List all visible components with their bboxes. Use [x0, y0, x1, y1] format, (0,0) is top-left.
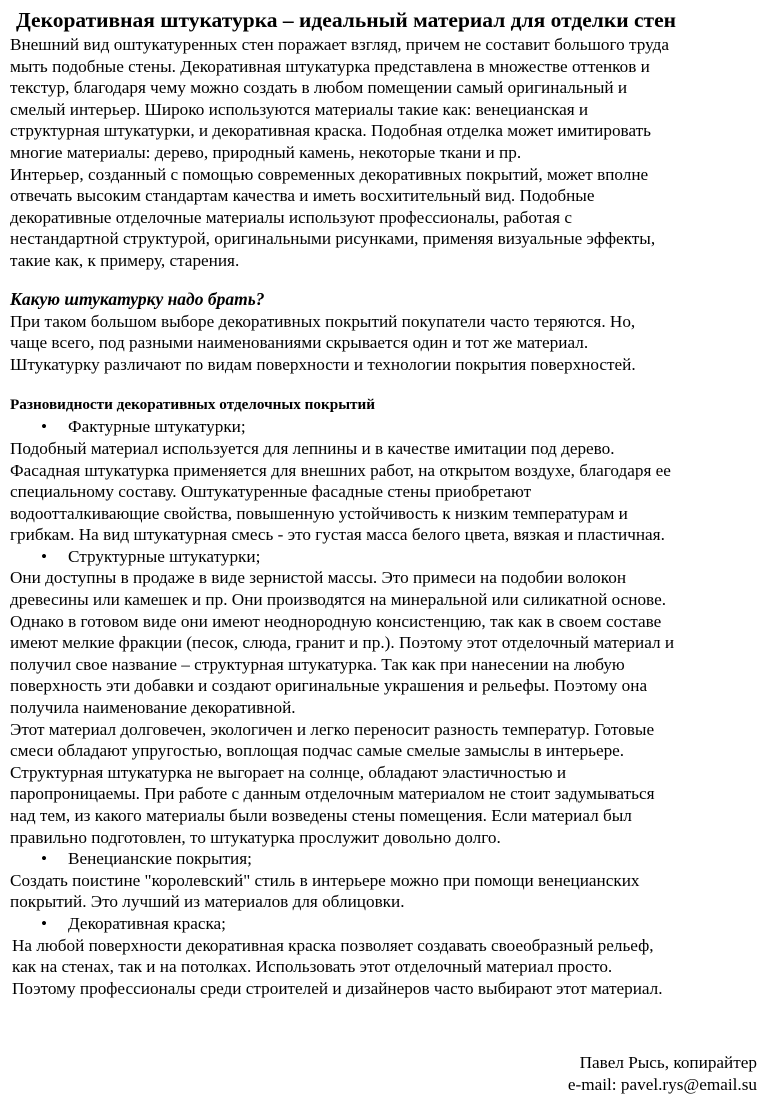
bullet-item	[10, 546, 757, 568]
text-line: смелый интерьер. Широко используются материалы такие как: венецианская и	[10, 99, 589, 119]
text-line: Поэтому профессионалы среди строителей и дизайнеров часто выбирают этот материал.	[12, 978, 663, 998]
page-title: Декоративная штукатурка – идеальный материал для отделки стен	[16, 8, 677, 32]
text-line: паропроницаемы. При работе с данным отделочным материалом не стоит задумываться	[10, 784, 655, 804]
bullet-dot-icon: •	[41, 546, 48, 566]
signature-author: Павел Рысь, копирайтер	[579, 1053, 757, 1072]
text-line: специальному составу. Оштукатуренные фасадные стены приобретают	[10, 482, 532, 502]
bullet-label: Структурные штукатурки;	[68, 546, 261, 566]
text-line: получила наименование декоративной.	[10, 698, 296, 718]
text-line: Фасадная штукатурка применяется для внешних работ, на открытом воздухе, благодаря ее	[10, 460, 671, 480]
text-line: смеси обладают упругостью, воплощая подчас самые смелые замыслы в интерьере.	[10, 741, 625, 761]
spacer	[10, 272, 757, 287]
text-line: древесины или камешек и пр. Они производятся на минеральной или силикатной основе.	[10, 590, 666, 610]
text-line: мыть подобные стены. Декоративная штукатурка представлена в множестве оттенков и	[10, 56, 650, 76]
text-line: Этот материал долговечен, экологичен и легко переносит разность температур. Готовые	[10, 719, 655, 739]
text-line: структурная штукатурки, и декоративная краска. Подобная отделка может имитировать	[10, 121, 651, 141]
text-line: Они доступны в продаже в виде зернистой массы. Это примеси на подобии волокон	[10, 568, 627, 588]
text-line: покрытий. Это лучший из материалов для облицовки.	[10, 892, 405, 912]
text-line: грибкам. На вид штукатурная смесь - это густая масса белого цвета, вязкая и пластичная.	[10, 525, 665, 545]
bullet-item	[10, 913, 757, 935]
bullet-item	[10, 416, 757, 438]
section-heading-choice: Какую штукатурку надо брать?	[10, 288, 265, 309]
text-line: Внешний вид оштукатуренных стен поражает взгляд, причем не составит большого труда	[10, 35, 669, 54]
intro-text	[10, 34, 757, 272]
spacer	[10, 375, 757, 395]
text-line: имеют мелкие фракции (песок, слюда, гранит и пр.). Поэтому этот отделочный материал и	[10, 633, 675, 653]
bullet-label: Декоративная краска;	[68, 913, 226, 933]
text-line: Однако в готовом виде они имеют неоднородную консистенцию, так как в своем составе	[10, 611, 662, 631]
text-line: Подобный материал используется для лепнины и в качестве имитации под дерево.	[10, 438, 615, 458]
text-line: такие как, к примеру, старения.	[10, 250, 240, 270]
text-line: чаще всего, под разными наименованиями скрывается один и тот же материал.	[10, 333, 589, 353]
bullet-label: Венецианские покрытия;	[68, 849, 252, 869]
text-line: над тем, из какого материалы были возведены стены помещения. Если материал был	[10, 806, 632, 825]
text-line: текстур, благодаря чему можно создать в любом помещении самый оригинальный и	[10, 78, 628, 98]
bullet-dot-icon: •	[41, 849, 48, 869]
section-heading-types: Разновидности декоративных отделочных покрытий	[10, 396, 376, 414]
bullet-label: Фактурные штукатурки;	[68, 417, 246, 437]
text-line: На любой поверхности декоративная краска позволяет создавать своеобразный рельеф,	[12, 935, 654, 955]
text-line: Создать поистине "королевский" стиль в интерьере можно при помощи венецианских	[10, 870, 640, 890]
bullet-item	[10, 848, 757, 870]
signature	[568, 1052, 757, 1095]
text-line: нестандартной структурой, оригинальными рисунками, применяя визуальные эффекты,	[10, 229, 656, 249]
text-line: получил свое название – структурная штукатурка. Так как при нанесении на любую	[10, 654, 625, 674]
signature-email: e-mail: pavel.rys@email.su	[567, 1074, 757, 1094]
bullet-dot-icon: •	[41, 913, 48, 933]
text-line: поверхность эти добавки и создают оригинальные украшения и рельефы. Поэтому она	[10, 676, 648, 696]
section-types-list	[10, 416, 757, 999]
text-line: отвечать высоким стандартам качества и иметь восхитительный вид. Подобные	[10, 186, 595, 206]
text-line: Интерьер, созданный с помощью современных декоративных покрытий, может вполне	[10, 164, 649, 184]
text-line: водоотталкивающие свойства, повышенную устойчивость к низким температурам и	[10, 503, 628, 523]
text-line: Структурная штукатурка не выгорает на солнце, обладают эластичностью и	[10, 762, 567, 782]
section-choice-text	[10, 311, 757, 376]
text-line: правильно подготовлен, то штукатурка прослужит довольно долго.	[10, 827, 501, 847]
text-line: Штукатурку различают по видам поверхности и технологии покрытия поверхностей.	[10, 354, 636, 374]
text-line: многие материалы: дерево, природный камень, некоторые ткани и пр.	[10, 142, 522, 162]
text-line: При таком большом выборе декоративных покрытий покупатели часто теряются. Но,	[10, 311, 636, 331]
bullet-dot-icon: •	[41, 417, 48, 437]
text-line: как на стенах, так и на потолках. Использовать этот отделочный материал просто.	[12, 957, 613, 977]
text-line: декоративные отделочные материалы используют профессионалы, работая с	[10, 207, 572, 227]
